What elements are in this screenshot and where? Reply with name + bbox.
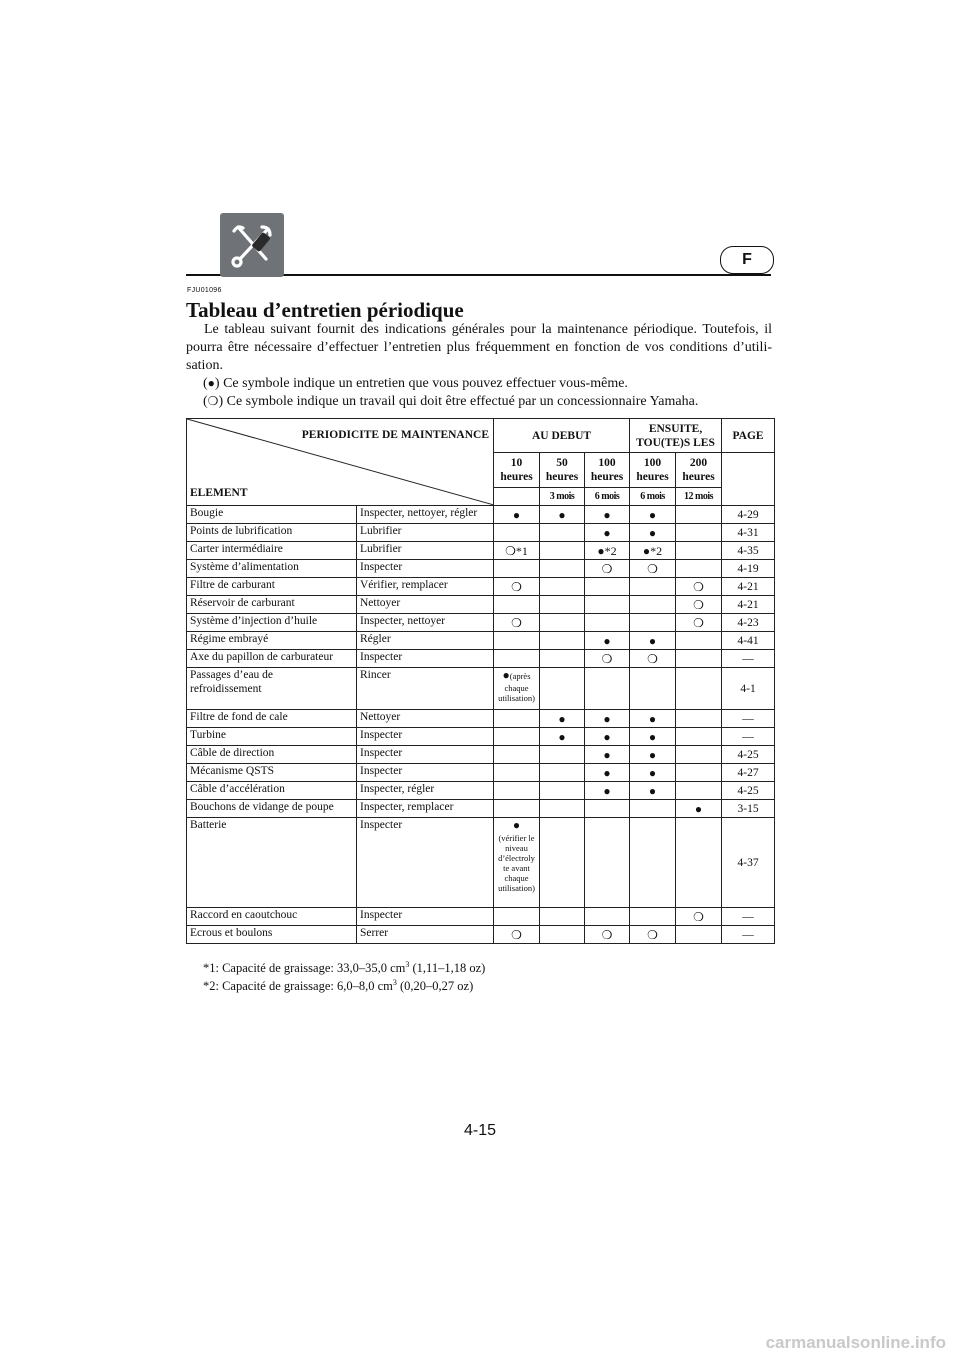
interval-cell: ●*2 [585,542,630,560]
footnote-sup: 3 [392,978,397,987]
page-cell: 4-27 [722,764,775,782]
interval-cell [585,596,630,614]
table-row [187,746,775,764]
hours-header: 100 heures [630,453,676,488]
interval-cell: ● [630,524,676,542]
interval-cell [540,614,585,632]
interval-cell [540,908,585,926]
hours-header: 10 heures [494,453,540,488]
interval-cell: ● [585,710,630,728]
interval-cell [494,632,540,650]
element-cell: Batterie [187,818,357,908]
interval-cell: ● [630,782,676,800]
action-cell: Inspecter, remplacer [357,800,494,818]
interval-cell [540,818,585,908]
interval-cell: ❍ [585,926,630,944]
footnote-text: *2: Capacité de graissage: 6,0–8,0 cm [203,979,393,994]
table-row [187,764,775,782]
interval-cell [676,710,722,728]
interval-cell: ● [585,764,630,782]
interval-cell [494,524,540,542]
interval-cell: ● [494,506,540,524]
open-circle-icon: ❍ [207,394,219,408]
months-header: 3 mois [540,488,585,506]
filled-circle-icon: ● [502,668,510,682]
cell-note: chaque [504,683,529,693]
interval-cell [676,632,722,650]
element-cell: Système d’injection d’huile [187,614,357,632]
months-header: 6 mois [630,488,676,506]
page-cell: 4-19 [722,560,775,578]
page-cell: — [722,728,775,746]
interval-cell [494,746,540,764]
interval-cell [676,764,722,782]
page-cell: 4-29 [722,506,775,524]
interval-cell [585,578,630,596]
interval-cell: ● [540,506,585,524]
element-cell [187,668,357,710]
interval-cell: ● [630,632,676,650]
table-row [187,542,775,560]
interval-cell [630,668,676,710]
page-header: PAGE [722,419,775,453]
cell-note: utilisation) [498,693,535,703]
interval-cell [540,560,585,578]
page-title: Tableau d’entretien périodique [186,298,464,322]
interval-cell [540,578,585,596]
filled-circle-icon: ● [207,376,215,390]
interval-cell [585,668,630,710]
action-cell: Inspecter [357,908,494,926]
hours-header: 100 heures [585,453,630,488]
action-cell: Nettoyer [357,710,494,728]
interval-cell [585,908,630,926]
interval-cell: ● [630,746,676,764]
interval-cell [540,764,585,782]
cell-note: d’électroly [498,853,535,863]
table-row [187,728,775,746]
interval-cell [494,782,540,800]
table-row [187,800,775,818]
table-row [187,596,775,614]
table-row [187,650,775,668]
interval-cell [585,614,630,632]
element-cell: Filtre de fond de cale [187,710,357,728]
maintenance-logo [220,213,284,277]
interval-cell: ❍ [676,614,722,632]
element-cell: Régime embrayé [187,632,357,650]
footnote-2 [203,975,473,994]
interval-cell [494,764,540,782]
table-row [187,632,775,650]
action-cell: Inspecter [357,746,494,764]
table-row [187,908,775,926]
page-cell: 4-21 [722,578,775,596]
action-cell: Inspecter, nettoyer, régler [357,506,494,524]
interval-cell [494,710,540,728]
interval-cell [540,542,585,560]
page-cell: — [722,650,775,668]
interval-cell: ● [585,632,630,650]
interval-cell [494,596,540,614]
interval-cell [676,542,722,560]
page-cell: — [722,926,775,944]
table-row [187,668,775,710]
interval-cell [676,926,722,944]
legend-filled-text: ) Ce symbole indique un entretien que vous pouvez effectuer vous-même. [214,376,628,391]
cell-note: (après [509,671,531,681]
element-cell: Raccord en caoutchouc [187,908,357,926]
interval-cell [494,560,540,578]
diagonal-header-cell [187,419,494,506]
action-cell: Inspecter, régler [357,782,494,800]
months-header: 6 mois [585,488,630,506]
cell-note: te avant [503,863,530,873]
element-cell: Turbine [187,728,357,746]
element-cell: Ecrous et boulons [187,926,357,944]
interval-cell: ● [676,800,722,818]
element-cell: Points de lubrification [187,524,357,542]
maintenance-table [186,418,775,944]
interval-cell: ● [585,506,630,524]
interval-cell: ● [585,782,630,800]
page-cell: 4-31 [722,524,775,542]
action-cell: Inspecter, nettoyer [357,614,494,632]
table-row [187,782,775,800]
footnote-text: (1,11–1,18 oz) [409,961,486,976]
footnote-1 [203,957,485,976]
interval-cell: ❍ [585,560,630,578]
intro-paragraph: Le tableau suivant fournit des indications générales pour la maintenance périodique. Toutefois, il pourra être nécessaire d’effectuer l’entretien plus fréquemment en fonction de vos conditions d’utili-sation. [186,322,772,373]
interval-cell: ● [585,746,630,764]
interval-cell [494,818,540,908]
periodicite-header: PERIODICITE DE MAINTENANCE [301,429,489,441]
interval-cell [540,926,585,944]
element-cell: Carter intermédiaire [187,542,357,560]
table-row [187,710,775,728]
element-cell: Réservoir de carburant [187,596,357,614]
interval-cell [540,800,585,818]
element-cell: Mécanisme QSTS [187,764,357,782]
page-cell: — [722,710,775,728]
legend-filled: (●) Ce symbole indique un entretien que vous pouvez effectuer vous-même. [203,376,628,391]
element-cell: Bouchons de vidange de poupe [187,800,357,818]
element-header: ELEMENT [190,487,248,499]
interval-cell [494,800,540,818]
interval-cell: ● [585,524,630,542]
table-row [187,818,775,908]
table-row [187,614,775,632]
tools-wrench-screwdriver-icon [226,219,278,271]
interval-cell [676,560,722,578]
interval-cell [585,800,630,818]
element-cell: Filtre de carburant [187,578,357,596]
interval-cell: ❍ [630,560,676,578]
interval-cell: ❍ [676,908,722,926]
action-cell: Lubrifier [357,524,494,542]
page-cell: — [722,908,775,926]
interval-cell [676,728,722,746]
table-row [187,524,775,542]
page-cell: 4-23 [722,614,775,632]
interval-cell: ❍ [676,578,722,596]
interval-cell: ● [585,728,630,746]
interval-cell [540,782,585,800]
interval-cell [676,746,722,764]
interval-cell: ● [630,710,676,728]
hours-header: 200 heures [676,453,722,488]
interval-cell: ❍ [494,614,540,632]
page-number: 4-15 [463,1122,497,1139]
action-cell: Lubrifier [357,542,494,560]
interval-cell [676,818,722,908]
table-row [187,926,775,944]
interval-cell [494,908,540,926]
interval-cell [540,596,585,614]
interval-cell [585,818,630,908]
interval-cell: ❍ [676,596,722,614]
interval-cell: ❍ [585,650,630,668]
cell-note: (vérifier le [498,833,535,843]
interval-cell [540,524,585,542]
interval-cell [630,578,676,596]
page-header-empty [722,453,775,506]
ensuite-header: ENSUITE, TOU(TE)S LES [630,419,722,453]
interval-cell: ❍ [494,926,540,944]
interval-cell [630,800,676,818]
interval-cell [494,668,540,710]
table-row [187,560,775,578]
months-header-empty [494,488,540,506]
interval-cell: ●*2 [630,542,676,560]
interval-cell [630,908,676,926]
interval-cell [676,650,722,668]
interval-cell [676,782,722,800]
interval-cell [540,746,585,764]
interval-cell [540,650,585,668]
element-cell: Câble d’accélération [187,782,357,800]
page-cell: 4-35 [722,542,775,560]
page-cell: 4-41 [722,632,775,650]
interval-cell: ● [630,728,676,746]
page-cell: 4-25 [722,782,775,800]
interval-cell [676,506,722,524]
page-cell: 4-21 [722,596,775,614]
action-cell: Régler [357,632,494,650]
footnote-text: *1: Capacité de graissage: 33,0–35,0 cm [203,961,406,976]
interval-cell: ❍ [630,650,676,668]
interval-cell [630,614,676,632]
hours-header: 50 heures [540,453,585,488]
action-cell: Inspecter [357,650,494,668]
action-cell: Nettoyer [357,596,494,614]
interval-cell [630,596,676,614]
element-cell: Bougie [187,506,357,524]
interval-cell: ❍*1 [494,542,540,560]
cell-note: utilisation) [498,883,535,893]
action-cell: Inspecter [357,560,494,578]
element-cell: Câble de direction [187,746,357,764]
interval-cell: ❍ [630,926,676,944]
action-cell: Vérifier, remplacer [357,578,494,596]
page-cell: 3-15 [722,800,775,818]
interval-cell [540,668,585,710]
document-code: FJU01096 [187,287,222,294]
filled-circle-icon: ● [512,818,521,832]
legend-open-text: ) Ce symbole indique un travail qui doit être effectué par un concessionnaire Yamaha. [218,394,699,409]
page-cell: 4-25 [722,746,775,764]
interval-cell [540,632,585,650]
page-cell: 4-37 [722,818,775,908]
legend-open: (❍) Ce symbole indique un travail qui doit être effectué par un concessionnaire Yamaha. [203,394,699,409]
months-header: 12 mois [676,488,722,506]
interval-cell [630,818,676,908]
page-cell: 4-1 [722,668,775,710]
au-debut-header: AU DEBUT [494,419,630,453]
interval-cell: ● [630,506,676,524]
action-cell: Inspecter [357,764,494,782]
element-line: refroidissement [190,683,262,695]
cell-note: chaque [504,873,529,883]
action-cell: Serrer [357,926,494,944]
interval-cell [494,728,540,746]
footnote-text: (0,20–0,27 oz) [396,979,474,994]
interval-cell [494,650,540,668]
action-cell: Inspecter [357,728,494,746]
action-cell: Inspecter [357,818,494,908]
interval-cell [676,524,722,542]
watermark: carmanualsonline.info [765,1333,946,1352]
action-cell: Rincer [357,668,494,710]
interval-cell: ❍ [494,578,540,596]
element-cell: Système d’alimentation [187,560,357,578]
cell-note: niveau [505,843,528,853]
element-cell: Axe du papillon de carburateur [187,650,357,668]
interval-cell: ● [540,710,585,728]
element-line: Passages d’eau de [190,669,274,681]
table-row [187,578,775,596]
interval-cell [676,668,722,710]
interval-cell: ● [540,728,585,746]
table-row [187,506,775,524]
footnote-sup: 3 [405,960,410,969]
language-badge: F [720,246,774,274]
interval-cell: ● [630,764,676,782]
